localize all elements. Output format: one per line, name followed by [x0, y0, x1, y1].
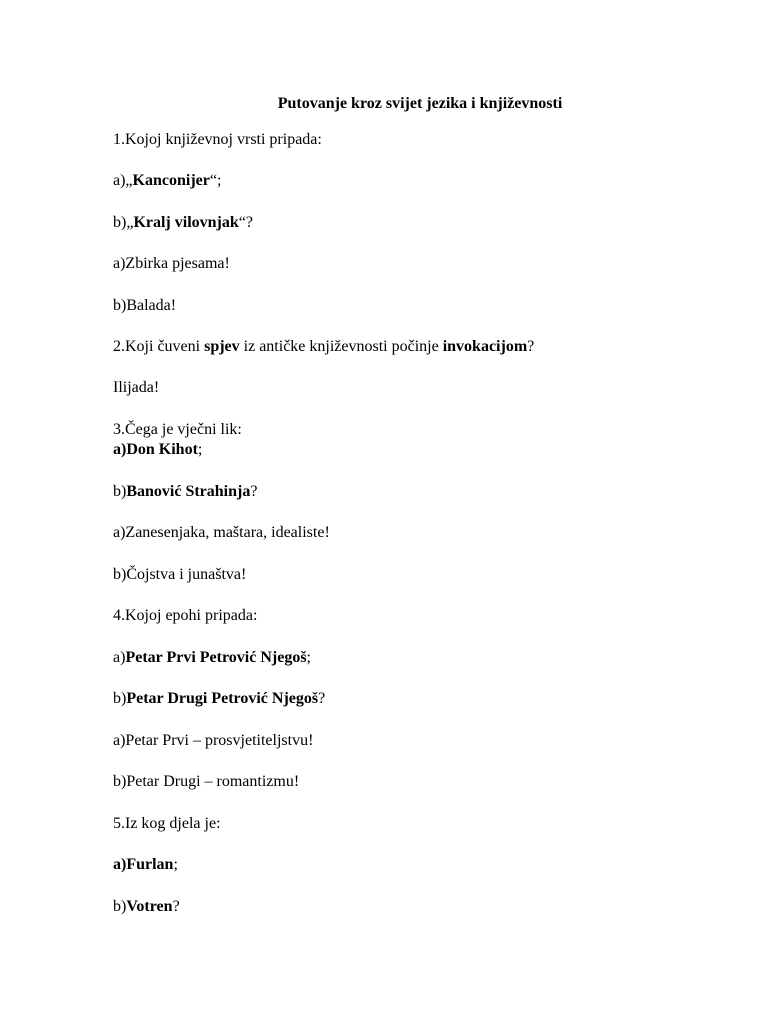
question-3-option-b [113, 482, 257, 502]
option-term: Votren [126, 898, 173, 915]
option-prefix: b)„ [113, 214, 134, 231]
option-suffix: ; [306, 649, 311, 666]
question-term: invokacijom [442, 338, 528, 355]
question-1-option-b [113, 213, 253, 233]
question-5: 5.Iz kog djela je: [113, 815, 221, 832]
question-4-answer-b: b)Petar Drugi – romantizmu! [113, 773, 300, 790]
option-prefix: a) [113, 856, 127, 873]
option-term: Petar Prvi Petrović Njegoš [125, 649, 307, 666]
question-text: 2.Koji čuveni [113, 338, 205, 355]
question-1-answer-a: a)Zbirka pjesama! [113, 255, 230, 272]
question-3-answer-a: a)Zanesenjaka, maštara, idealiste! [113, 524, 330, 541]
question-3-answer-b: b)Čojstva i junaštva! [113, 566, 247, 583]
option-prefix: b) [113, 690, 127, 707]
question-5-option-b [113, 897, 180, 917]
question-2 [113, 337, 534, 357]
question-2-answer: Ilijada! [113, 379, 160, 396]
question-5-option-a [113, 855, 178, 875]
option-suffix: ? [318, 690, 326, 707]
option-term: Don Kihot [126, 441, 198, 458]
document-title: Putovanje kroz svijet jezika i književnosti [277, 95, 563, 112]
question-term: spjev [204, 338, 240, 355]
option-prefix: a) [113, 441, 127, 458]
question-text: ? [527, 338, 535, 355]
option-suffix: “; [209, 172, 222, 189]
question-4-answer-a: a)Petar Prvi – prosvjetiteljstvu! [113, 732, 314, 749]
question-3-option-a [113, 440, 202, 460]
question-text: iz antičke književnosti počinje [239, 338, 443, 355]
option-suffix: ; [197, 441, 203, 458]
question-1-answer-b: b)Balada! [113, 297, 177, 314]
option-suffix: ? [172, 898, 180, 915]
option-suffix: ? [250, 483, 258, 500]
option-suffix: “? [238, 214, 253, 231]
option-prefix: a)„ [113, 172, 133, 189]
option-term: Petar Drugi Petrović Njegoš [126, 690, 319, 707]
question-1-option-a [113, 171, 221, 191]
question-4-option-b [113, 689, 325, 709]
question-1: 1.Kojoj književnoj vrsti pripada: [113, 131, 322, 148]
option-term: Kralj vilovnjak [133, 214, 239, 231]
option-term: Banović Strahinja [126, 483, 251, 500]
question-3: 3.Čega je vječni lik: [113, 421, 242, 438]
question-4: 4.Kojoj epohi pripada: [113, 607, 258, 624]
question-4-option-a [113, 648, 311, 668]
option-prefix: b) [113, 898, 127, 915]
option-prefix: b) [113, 483, 127, 500]
option-suffix: ; [173, 856, 178, 873]
option-prefix: a) [113, 649, 126, 666]
option-term: Kanconijer [132, 172, 210, 189]
option-term: Furlan [126, 856, 174, 873]
